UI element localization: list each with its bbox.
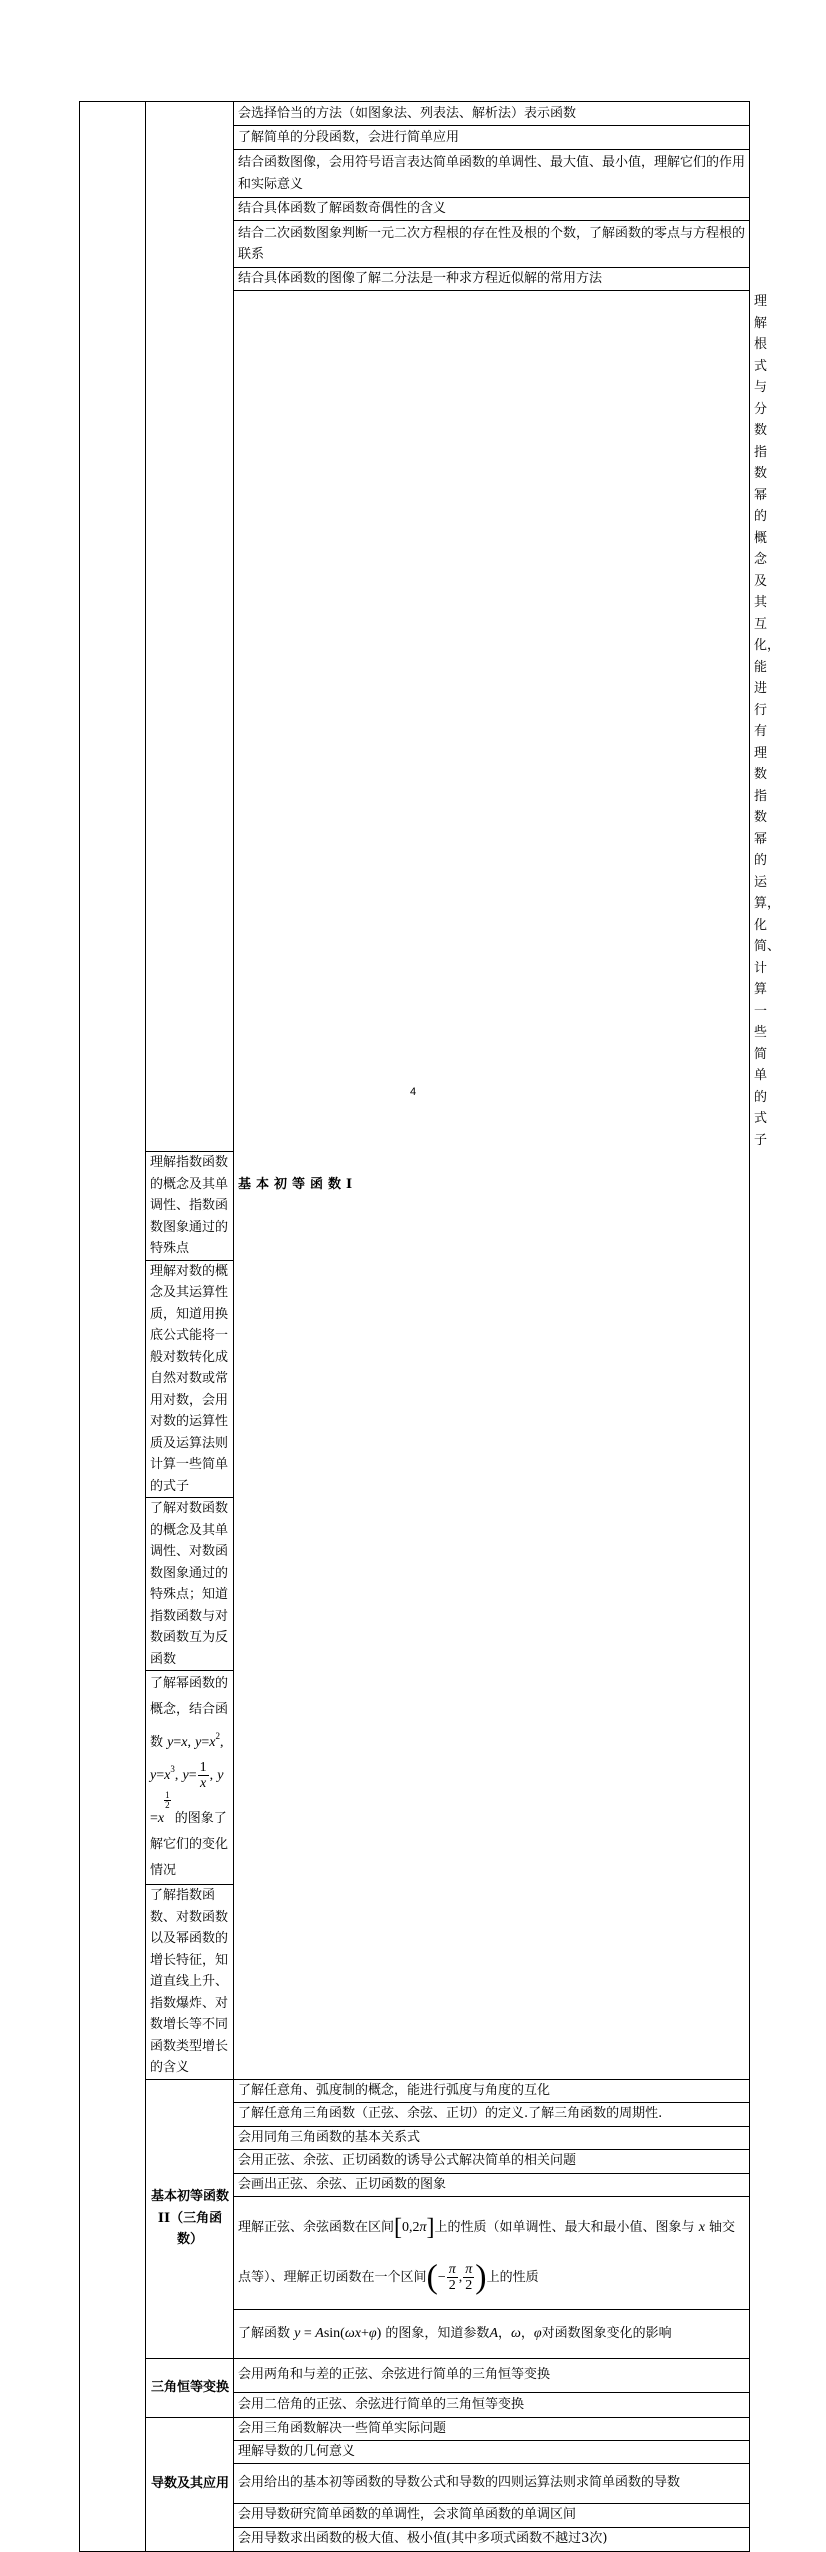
requirement-row: 了解指数函数、对数函数以及幂函数的增长特征，知道直线上升、指数爆炸、对数增长等不同函数类型增长的含义 bbox=[146, 1885, 234, 2080]
text-fragment: 了解函数 bbox=[238, 2325, 291, 2341]
text-fragment: 上的性质 bbox=[486, 2269, 539, 2285]
requirement-row: 理解对数的概念及其运算性质，知道用换底公式能将一般对数转化成自然对数或常用对数，会用对数的运算性质及运算法则计算一些简单的式子 bbox=[146, 1260, 234, 1498]
requirement-row: 会用导数研究简单函数的单调性，会求简单函数的单调区间 bbox=[234, 2503, 750, 2527]
topic-label: 导数及其应用 bbox=[150, 2476, 229, 2492]
topic-trig-identity bbox=[146, 2358, 234, 2417]
requirement-row: 了解任意角、弧度制的概念，能进行弧度与角度的互化 bbox=[234, 2079, 750, 2102]
text-fragment: 轴交点等）、理解正切函数在一个区间 bbox=[238, 2219, 736, 2285]
text-fragment: 了解幂函数的概念，结合函数 bbox=[150, 1676, 229, 1750]
requirement-row: 理解指数函数的概念及其单调性、指数函数图象通过的特殊点 bbox=[146, 1152, 234, 1261]
text-fragment: 上的性质（如单调性、最大和最小值、图象与 bbox=[434, 2219, 695, 2235]
requirement-row: 理解导数的几何意义 bbox=[234, 2440, 750, 2463]
math-formula: y bbox=[167, 1735, 174, 1750]
requirement-row: 会用导数求出函数的极大值、极小值(其中多项式函数不越过3次) bbox=[234, 2527, 750, 2551]
requirement-row: 会用正弦、余弦、正切函数的诱导公式解决简单的相关问题 bbox=[234, 2149, 750, 2173]
text-fragment: 的图象了解它们的变化情况 bbox=[150, 1811, 229, 1878]
topic-basic-elementary-functions-2 bbox=[146, 2079, 234, 2358]
requirement-row: 结合具体函数的图像了解二分法是一种求方程近似解的常用方法 bbox=[234, 268, 750, 291]
requirement-row: 结合二次函数图象判断一元二次方程根的存在性及根的个数，了解函数的零点与方程根的联系 bbox=[234, 221, 750, 268]
requirement-row: 会选择恰当的方法（如图象法、列表法、解析法）表示函数 bbox=[234, 102, 750, 126]
curriculum-table: 会选择恰当的方法（如图象法、列表法、解析法）表示函数 了解简单的分段函数，会进行简单应用 结合函数图像，会用符号语言表达简单函数的单调性、最大值、最小值，理解它们的作用和实际意义 结合具体函数了解函数奇偶性的含义 结合二次函数图象判断一元二次方程根的存在性及根的个数，了解函数的零点与方程根的联系 结合具体函数的图像了解二分法是一种求方程近似解的常用方法 基本初等函数I 理解根式与分数指数幂的概念及其互化，能进行有理数指数幂的运算，化简、计算一些简单的式子 理解指数函数的概念及其单调性、指数函数图象通过的特殊点 理解对数的概念及其运算性质，知道用换底公式能将一般对数转化成自然对数或常用对数，会用对数的运算性质及运算法则计算一些简单的式子 了解对数函数的概念及其单调性、对数函数图象通过的特殊点；知道指数函数与对数函数互为反函数 了解幂函数的概念，结合函数 y=x, $y=x^2$, $y=x^3$, y= $\frac{1}{x}$ , y=x $\frac{1}{2}$ 的图象了解它们的变化情况 了解指数函数、对数函数以及幂函数的增长特征，知道直线上升、指数爆炸、对数增长等不同函数类型增长的含义 基本初等函数II（三角函数） 了解任意角、弧度制的概念，能进行弧度与角度的互化 了解任意角三角函数（正弦、余弦、正切）的定义.了解三角函数的周期性. 会用同角三角函数的基本关系式 会用正弦、余弦、正切函数的诱导公式解决简单的相关问题 会画出正弦、余弦、正切函数的图象 理解正弦、余弦函数在区间[0,2π]上的性质（如单调性、最大和最小值、图象与 x 轴交点等）、理解正切函数在一个区间(− $\frac{\pi}{2}$ , $\frac{\pi}{2}$ )上的性质 了解函数 y = Asin(ωx+φ) 的图象，知道参数A，ω，φ对函数图象变化的影响 三角恒等变换 会用两角和与差的正弦、余弦进行简单的三角恒等变换 会用二倍角的正弦、余弦进行简单的三角恒等变换 导数及其应用 会用三角函数解决一些简单实际问题 理解导数的几何意义 会用给出的基本初等函数的导数公式和导数的四则运算法则求简单函数的导数 会用导数研究简单函数的单调性，会求简单函数的单调区间 会用导数求出函数的极大值、极小值(其中多项式函数不越过3次) bbox=[79, 101, 750, 2552]
text-fragment: 对函数图象变化的影响 bbox=[541, 2325, 672, 2341]
requirement-row: 会用同角三角函数的基本关系式 bbox=[234, 2126, 750, 2149]
requirement-row: 了解任意角三角函数（正弦、余弦、正切）的定义.了解三角函数的周期性. bbox=[234, 2102, 750, 2126]
requirement-row-power-function: 了解幂函数的概念，结合函数 y=x, $y=x^2$, $y=x^3$, y= $\frac{1}{x}$ , y=x $\frac{1}{2}$ 的图象了解它们的变化情况 bbox=[146, 1671, 234, 1885]
requirement-row: 会用两角和与差的正弦、余弦进行简单的三角恒等变换 bbox=[234, 2358, 750, 2392]
requirement-row: 会用二倍角的正弦、余弦进行简单的三角恒等变换 bbox=[234, 2392, 750, 2417]
requirement-row: 了解简单的分段函数，会进行简单应用 bbox=[234, 126, 750, 150]
requirement-row-sinusoid: 了解函数 y = Asin(ωx+φ) 的图象，知道参数A，ω，φ对函数图象变化的影响 bbox=[234, 2309, 750, 2358]
requirement-row: 结合具体函数了解函数奇偶性的含义 bbox=[234, 198, 750, 221]
topic-derivative bbox=[146, 2417, 234, 2551]
topic-basic-elementary-functions-1 bbox=[234, 291, 750, 2080]
topic-label: 基本初等函数II（三角函数） bbox=[150, 2189, 229, 2248]
requirement-row-trig-properties: 理解正弦、余弦函数在区间[0,2π]上的性质（如单调性、最大和最小值、图象与 x 轴交点等）、理解正切函数在一个区间(− $\frac{\pi}{2}$ , $\frac{\pi}{2}$ )上的性质 bbox=[234, 2196, 750, 2309]
topic-label: 基本初等函数I bbox=[238, 1177, 358, 1192]
requirement-row: 会画出正弦、余弦、正切函数的图象 bbox=[234, 2173, 750, 2196]
module-cell bbox=[80, 102, 146, 2552]
topic-label: 三角恒等变换 bbox=[150, 2379, 229, 2395]
topic-cell-functions bbox=[146, 102, 234, 1152]
page-number: 4 bbox=[409, 1086, 417, 1098]
requirement-row: 会用给出的基本初等函数的导数公式和导数的四则运算法则求简单函数的导数 bbox=[234, 2463, 750, 2503]
text-fragment: 理解正弦、余弦函数在区间 bbox=[238, 2219, 395, 2235]
requirement-row: 会用三角函数解决一些简单实际问题 bbox=[234, 2417, 750, 2440]
requirement-row: 了解对数函数的概念及其单调性、对数函数图象通过的特殊点；知道指数函数与对数函数互为反函数 bbox=[146, 1498, 234, 1671]
text-fragment: 的图象，知道参数 bbox=[385, 2325, 490, 2341]
requirement-row: 结合函数图像，会用符号语言表达简单函数的单调性、最大值、最小值，理解它们的作用和实际意义 bbox=[234, 150, 750, 198]
